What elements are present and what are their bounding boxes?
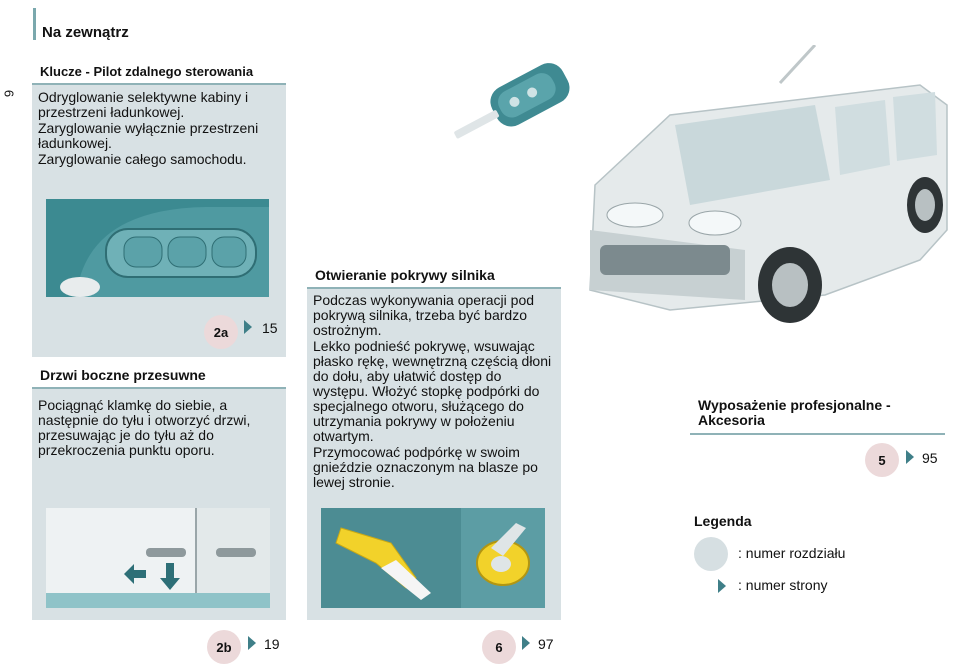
doors-text: Pociągnąć klamkę do siebie, a następnie do tyłu i otworzyć drzwi, przesuwając je do tyłu aż do przekroczenia punktu oporu. <box>38 397 251 458</box>
hood-paragraph-2: Lekko podnieść pokrywę, wsuwając płasko rękę, wewnętrzną częścią dłoni do dołu, aby ułatwić dostęp do występu. Włożyć stopkę podpórki do specjalnego otworu, służącego do utrzymania pokrywy w położeniu otwartym. <box>313 338 552 444</box>
keys-chapter-ref[interactable]: 2a <box>204 315 238 349</box>
accessories-panel <box>690 390 945 435</box>
section-title: Na zewnątrz <box>42 24 129 41</box>
doors-page-arrow-icon <box>248 636 256 650</box>
door-handle-photo <box>46 508 270 608</box>
van-illustration <box>575 45 955 340</box>
hood-paragraph-1: Podczas wykonywania operacji pod pokrywą silnika, trzeba być bardzo ostrożnym. <box>313 292 535 338</box>
hood-title: Otwieranie pokrywy silnika <box>307 260 561 289</box>
doors-panel <box>32 360 286 500</box>
accessories-page-ref[interactable]: 95 <box>922 450 938 466</box>
keys-line-1: Odryglowanie selektywne kabiny i przestrzeni ładunkowej. <box>38 89 249 120</box>
key-remote-illustration <box>440 58 580 158</box>
accessories-page-arrow-icon <box>906 450 914 464</box>
keys-line-2: Zaryglowanie wyłącznie przestrzeni ładunkowej. <box>38 120 259 151</box>
legend-title: Legenda <box>694 513 752 529</box>
section-bar <box>33 8 36 40</box>
legend-chapter-label: : numer rozdziału <box>738 545 846 561</box>
hood-panel <box>307 260 561 500</box>
accessories-title: Wyposażenie profesjonalne - Akcesoria <box>690 390 945 435</box>
hood-release-photo <box>321 508 545 608</box>
doors-photo-panel <box>32 500 286 620</box>
doors-title: Drzwi boczne przesuwne <box>32 360 286 389</box>
keys-page-arrow-icon <box>244 320 252 334</box>
legend-page-label: : numer strony <box>738 577 828 593</box>
keys-panel <box>32 57 286 357</box>
key-buttons-photo <box>46 199 269 297</box>
doors-chapter-ref[interactable]: 2b <box>207 630 241 664</box>
page-number: 6 <box>1 89 17 98</box>
keys-line-3: Zaryglowanie całego samochodu. <box>38 151 247 167</box>
hood-photo-panel <box>307 500 561 620</box>
legend-chapter-circle <box>694 537 728 571</box>
doors-page-ref[interactable]: 19 <box>264 636 280 652</box>
hood-page-arrow-icon <box>522 636 530 650</box>
legend-page-arrow-icon <box>718 579 726 593</box>
keys-page-ref[interactable]: 15 <box>262 320 278 336</box>
hood-page-ref[interactable]: 97 <box>538 636 554 652</box>
hood-paragraph-3: Przymocować podpórkę w swoim gnieździe oznaczonym na blasze po lewej stronie. <box>313 444 538 490</box>
keys-title: Klucze - Pilot zdalnego sterowania <box>32 57 286 85</box>
hood-chapter-ref[interactable]: 6 <box>482 630 516 664</box>
accessories-chapter-ref[interactable]: 5 <box>865 443 899 477</box>
